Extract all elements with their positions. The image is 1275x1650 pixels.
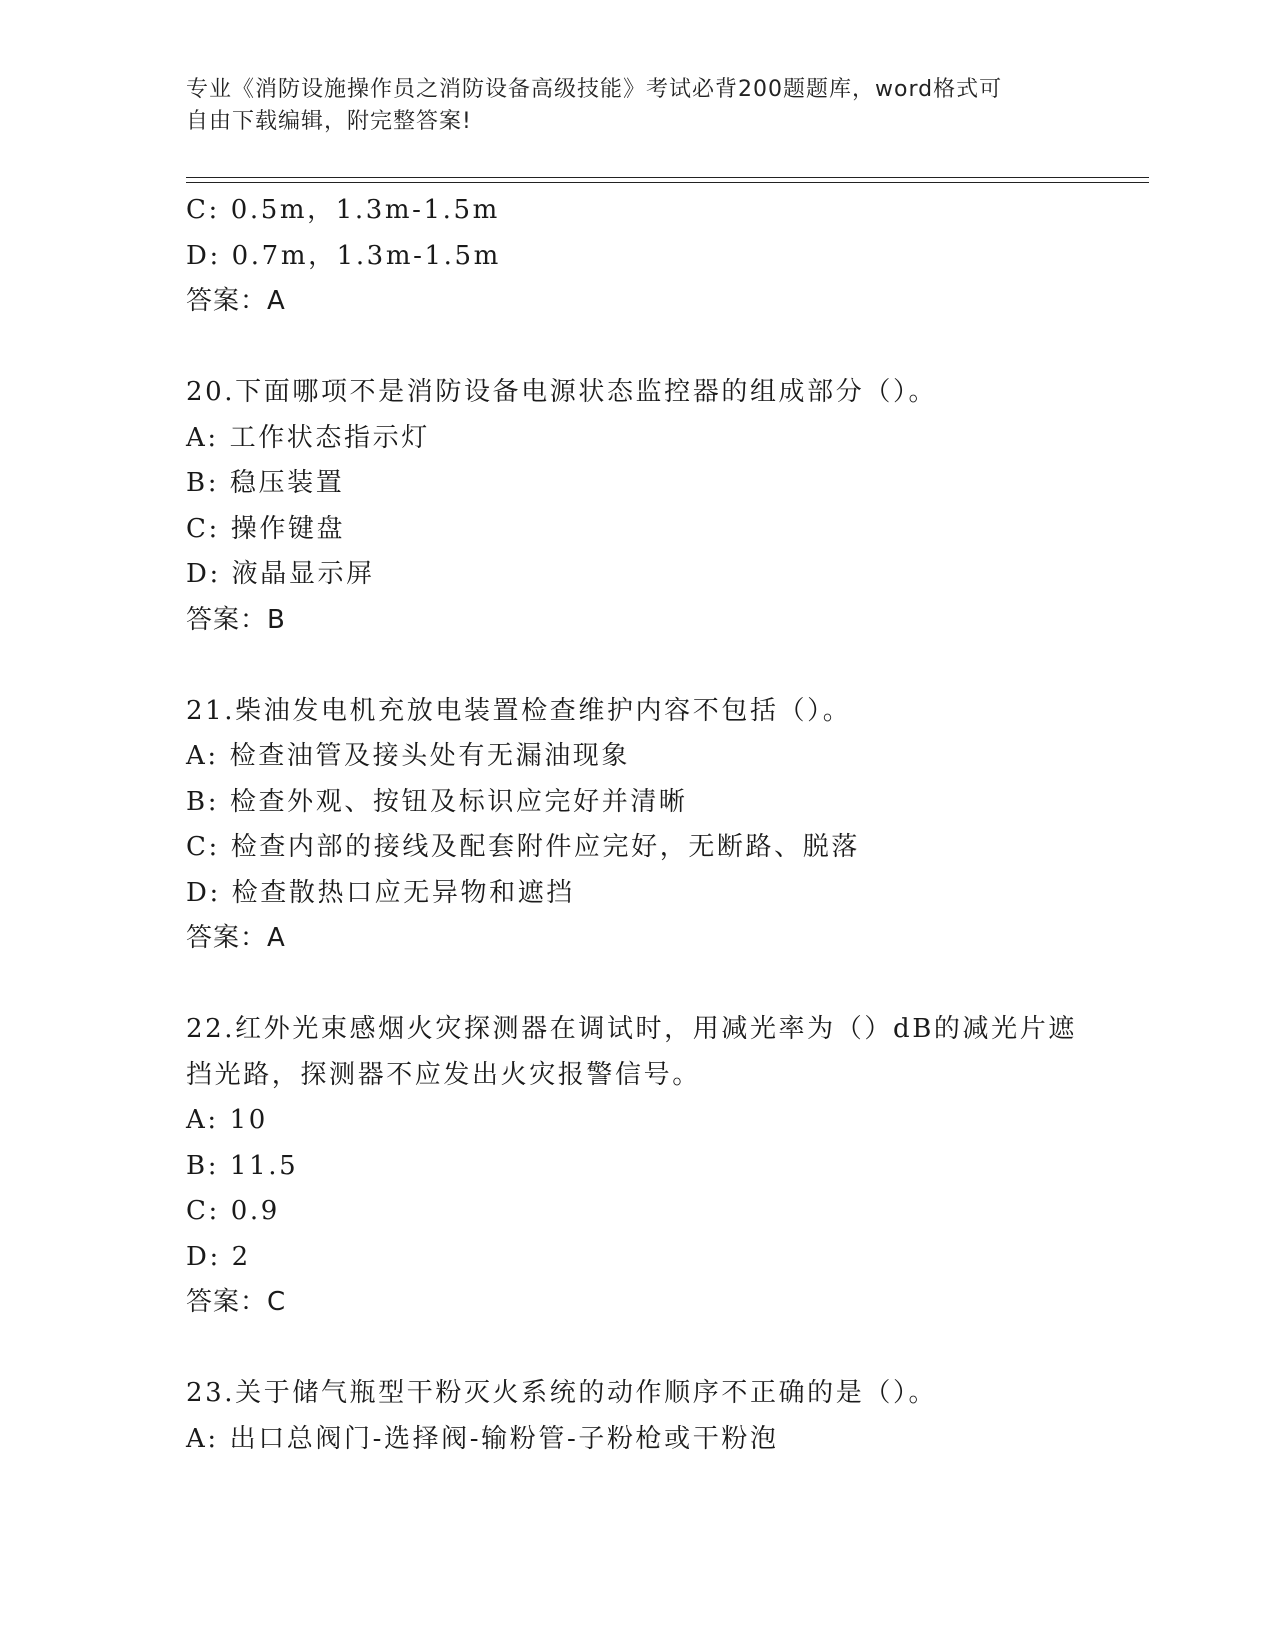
option-a: A: 工作状态指示灯 [186,422,430,453]
option-a: A: 检查油管及接头处有无漏油现象 [186,741,631,771]
question-20 [186,370,1086,643]
header-title-line-2: 自由下载编辑，附完整答案! [186,109,472,134]
question-19-continued [186,188,1086,325]
answer: 答案：C [186,1287,287,1317]
answer: 答案：A [186,286,286,316]
option-c: C: 0.5m，1.3m-1.5m [186,195,500,225]
question-stem: 20.下面哪项不是消防设备电源状态监控器的组成部分（）。 [186,377,938,407]
header-title-line-1: 专业《消防设施操作员之消防设备高级技能》考试必背200题题库，word格式可 [186,77,1003,102]
question-stem: 23.关于储气瓶型干粉灭火系统的动作顺序不正确的是（）。 [186,1378,938,1408]
spacer [186,1326,1086,1372]
option-a: A: 10 [186,1105,268,1135]
option-b: B: 11.5 [186,1150,299,1181]
question-23 [186,1371,1086,1462]
header-divider-bottom [186,182,1149,183]
option-d: D: 0.7m，1.3m-1.5m [186,240,501,271]
option-c: C: 检查内部的接线及配套附件应完好，无断路、脱落 [186,832,860,862]
option-d: D: 液晶显示屏 [186,559,375,589]
question-stem: 22.红外光束感烟火灾探测器在调试时，用减光率为（）dB的减光片遮 [186,1014,1077,1044]
spacer [186,643,1086,689]
option-b: B: 稳压装置 [186,468,345,498]
question-21 [186,689,1086,962]
document-header [186,74,1086,138]
option-c: C: 0.9 [186,1196,280,1226]
answer: 答案：B [186,604,286,635]
option-c: C: 操作键盘 [186,513,346,544]
question-22 [186,1007,1086,1326]
option-b: B: 检查外观、按钮及标识应完好并清晰 [186,786,688,817]
header-divider-top [186,177,1149,178]
option-a: A: 出口总阀门-选择阀-输粉管-子粉枪或干粉泡 [186,1423,779,1454]
question-stem-continued: 挡光路，探测器不应发出火灾报警信号。 [186,1059,701,1090]
answer: 答案：A [186,923,286,953]
option-d: D: 检查散热口应无异物和遮挡 [186,877,575,908]
spacer [186,325,1086,371]
question-stem: 21.柴油发电机充放电装置检查维护内容不包括（）。 [186,695,852,726]
question-list [186,188,1086,1462]
option-d: D: 2 [186,1241,251,1272]
spacer [186,962,1086,1008]
